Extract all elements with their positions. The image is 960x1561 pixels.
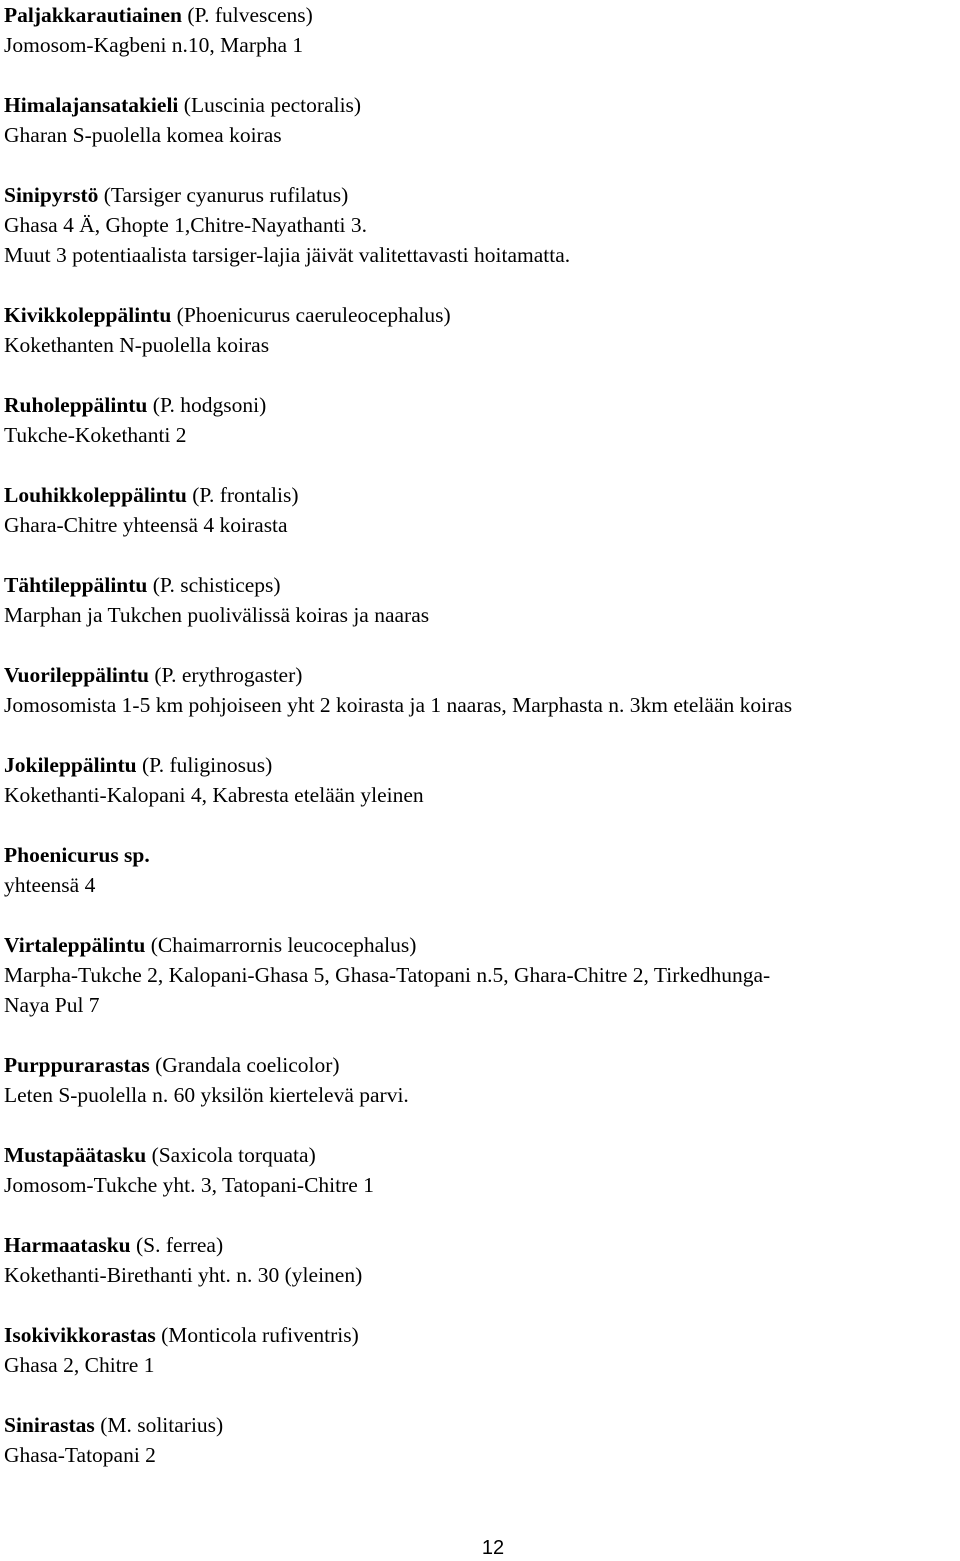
species-common-name: Kivikkoleppälintu xyxy=(4,303,172,327)
species-common-name: Isokivikkorastas xyxy=(4,1323,156,1347)
document-page xyxy=(4,0,954,1500)
observation-note: Gharan S-puolella komea koiras xyxy=(4,123,282,147)
species-heading xyxy=(4,1050,954,1080)
species-common-name: Sinipyrstö xyxy=(4,183,99,207)
species-heading xyxy=(4,750,954,780)
species-common-name: Phoenicurus sp. xyxy=(4,843,150,867)
species-heading xyxy=(4,840,954,870)
species-heading xyxy=(4,390,954,420)
observation-note: Muut 3 potentiaalista tarsiger-lajia jäivät valitettavasti hoitamatta. xyxy=(4,243,571,267)
observation-note: Jomosomista 1-5 km pohjoiseen yht 2 koirasta ja 1 naaras, Marphasta n. 3km etelään koiras xyxy=(4,693,793,717)
species-entry xyxy=(4,660,954,720)
observation-note: Leten S-puolella n. 60 yksilön kiertelevä parvi. xyxy=(4,1083,409,1107)
species-heading xyxy=(4,1140,954,1170)
species-scientific-name: (M. solitarius) xyxy=(94,1413,224,1437)
species-heading xyxy=(4,1320,954,1350)
species-entry xyxy=(4,1320,954,1380)
species-scientific-name: (Monticola rufiventris) xyxy=(155,1323,359,1347)
species-scientific-name: (S. ferrea) xyxy=(130,1233,224,1257)
species-scientific-name: (P. erythrogaster) xyxy=(148,663,303,687)
species-common-name: Purppurarastas xyxy=(4,1053,150,1077)
observation-note: Ghasa 4 Ä, Ghopte 1,Chitre-Nayathanti 3. xyxy=(4,213,368,237)
observation-note: Jomosom-Tukche yht. 3, Tatopani-Chitre 1 xyxy=(4,1173,374,1197)
species-heading xyxy=(4,180,954,210)
species-heading xyxy=(4,1230,954,1260)
observation-note: yhteensä 4 xyxy=(4,873,96,897)
page-number: 12 xyxy=(481,1537,505,1559)
species-common-name: Tähtileppälintu xyxy=(4,573,148,597)
observation-note: Ghasa 2, Chitre 1 xyxy=(4,1353,155,1377)
species-entry xyxy=(4,930,954,1020)
observation-note: Marpha-Tukche 2, Kalopani-Ghasa 5, Ghasa-Tatopani n.5, Ghara-Chitre 2, Tirkedhunga- xyxy=(4,963,771,987)
species-common-name: Mustapäätasku xyxy=(4,1143,147,1167)
species-scientific-name: (Chaimarrornis leucocephalus) xyxy=(145,933,417,957)
observation-note: Kokethanti-Birethanti yht. n. 30 (yleinen) xyxy=(4,1263,363,1287)
species-entry xyxy=(4,1140,954,1200)
species-common-name: Louhikkoleppälintu xyxy=(4,483,187,507)
species-heading xyxy=(4,90,954,120)
observation-note: Kokethanten N-puolella koiras xyxy=(4,333,270,357)
species-entry xyxy=(4,180,954,270)
species-common-name: Harmaatasku xyxy=(4,1233,131,1257)
species-entry xyxy=(4,1230,954,1290)
species-heading xyxy=(4,480,954,510)
species-heading xyxy=(4,660,954,690)
species-entry xyxy=(4,1050,954,1110)
observation-note: Ghara-Chitre yhteensä 4 koirasta xyxy=(4,513,288,537)
species-scientific-name: (P. hodgsoni) xyxy=(147,393,267,417)
species-heading xyxy=(4,1410,954,1440)
species-common-name: Vuorileppälintu xyxy=(4,663,149,687)
species-common-name: Himalajansatakieli xyxy=(4,93,179,117)
species-heading xyxy=(4,0,954,30)
species-entry xyxy=(4,570,954,630)
species-heading xyxy=(4,300,954,330)
species-entry xyxy=(4,0,954,60)
species-scientific-name: (Tarsiger cyanurus rufilatus) xyxy=(98,183,349,207)
species-common-name: Paljakkarautiainen xyxy=(4,3,182,27)
species-common-name: Ruholeppälintu xyxy=(4,393,148,417)
species-scientific-name: (Saxicola torquata) xyxy=(146,1143,316,1167)
observation-note: Ghasa-Tatopani 2 xyxy=(4,1443,156,1467)
species-entry xyxy=(4,90,954,150)
species-entry xyxy=(4,480,954,540)
species-heading xyxy=(4,570,954,600)
species-scientific-name: (P. fulvescens) xyxy=(182,3,313,27)
species-scientific-name: (P. fuliginosus) xyxy=(136,753,273,777)
species-scientific-name: (P. schisticeps) xyxy=(147,573,281,597)
species-heading xyxy=(4,930,954,960)
observation-note: Kokethanti-Kalopani 4, Kabresta etelään yleinen xyxy=(4,783,424,807)
species-entry xyxy=(4,750,954,810)
species-common-name: Virtaleppälintu xyxy=(4,933,146,957)
observation-note: Jomosom-Kagbeni n.10, Marpha 1 xyxy=(4,33,304,57)
species-entry xyxy=(4,300,954,360)
species-scientific-name: (Phoenicurus caeruleocephalus) xyxy=(171,303,451,327)
species-common-name: Jokileppälintu xyxy=(4,753,137,777)
observation-note: Tukche-Kokethanti 2 xyxy=(4,423,187,447)
species-common-name: Sinirastas xyxy=(4,1413,95,1437)
species-scientific-name: (P. frontalis) xyxy=(186,483,299,507)
species-entry xyxy=(4,390,954,450)
species-entry xyxy=(4,1410,954,1470)
observation-note: Naya Pul 7 xyxy=(4,993,100,1017)
species-scientific-name: (Luscinia pectoralis) xyxy=(178,93,362,117)
species-scientific-name: (Grandala coelicolor) xyxy=(149,1053,340,1077)
observation-note: Marphan ja Tukchen puolivälissä koiras ja naaras xyxy=(4,603,430,627)
species-entry xyxy=(4,840,954,900)
